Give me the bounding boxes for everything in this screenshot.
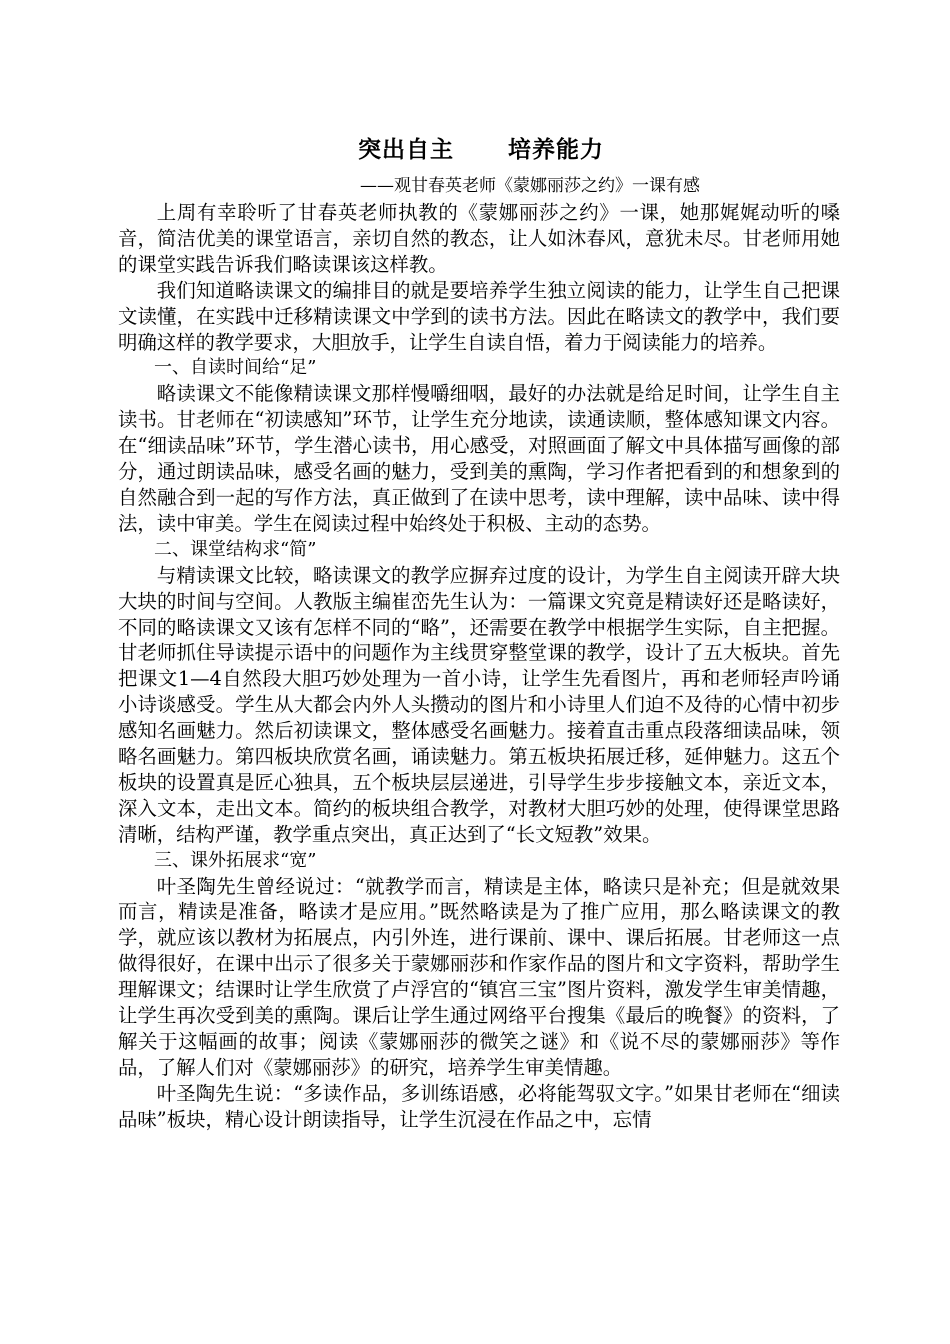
document-subtitle: ——观甘春英老师《蒙娜丽莎之约》一课有感 bbox=[360, 176, 700, 196]
document-page bbox=[118, 128, 840, 1133]
section-heading-3: 三、课外拓展求“宽” bbox=[154, 849, 317, 871]
section-heading-2: 二、课堂结构求“简” bbox=[154, 538, 317, 560]
paragraph-intro: 上周有幸聆听了甘春英老师执教的《蒙娜丽莎之约》一课，她那娓娓动听的嗓音，简洁优美的课堂语言，亲切自然的教态，让人如沐春风，意犹未尽。甘老师用她的课堂实践告诉我们略读课该这样教。 bbox=[118, 201, 840, 276]
paragraph-closing: 叶圣陶先生说：“多读作品，多训练语感，必将能驾驭文字。”如果甘老师在“细读品味”板块，精心设计朗读指导，让学生沉浸在作品之中，忘情 bbox=[118, 1081, 840, 1131]
paragraph-section-1: 略读课文不能像精读课文那样慢嚼细咽，最好的办法就是给足时间，让学生自主读书。甘老师在“初读感知”环节，让学生充分地读，读通读顺，整体感知课文内容。在“细读品味”环节，学生潜心读书，用心感受，对照画面了解文中具体描写画像的部分，通过朗读品味，感受名画的魅力，受到美的熏陶，学习作者把看到的和想象到的自然融合到一起的写作方法，真正做到了在读中思考，读中理解，读中品味、读中得法，读中审美。学生在阅读过程中始终处于积极、主动的态势。 bbox=[118, 382, 840, 535]
document-title bbox=[122, 128, 840, 172]
section-heading-1: 一、自读时间给“足” bbox=[154, 357, 317, 379]
title-part-2: 培养能力 bbox=[508, 136, 604, 163]
title-part-1: 突出自主 bbox=[358, 136, 454, 163]
paragraph-purpose: 我们知道略读课文的编排目的就是要培养学生独立阅读的能力，让学生自己把课文读懂，在实践中迁移精读课文中学到的读书方法。因此在略读文的教学中，我们要明确这样的教学要求，大胆放手，让学生自读自悟，着力于阅读能力的培养。 bbox=[118, 278, 840, 354]
paragraph-section-3: 叶圣陶先生曾经说过：“就教学而言，精读是主体，略读只是补充；但是就效果而言，精读是准备，略读才是应用。”既然略读是为了推广应用，那么略读课文的教学，就应该以教材为拓展点，内引外连，进行课前、课中、课后拓展。甘老师这一点做得很好，在课中出示了很多关于蒙娜丽莎和作家作品的图片和文字资料，帮助学生理解课文；结课时让学生欣赏了卢浮宫的“镇宫三宝”图片资料，激发学生审美情趣，让学生再次受到美的熏陶。课后让学生通过网络平台搜集《最后的晚餐》的资料，了解关于这幅画的故事；阅读《蒙娜丽莎的微笑之谜》和《说不尽的蒙娜丽莎》等作品，了解人们对《蒙娜丽莎》的研究，培养学生审美情趣。 bbox=[118, 874, 840, 1079]
paragraph-section-2: 与精读课文比较，略读课文的教学应摒弃过度的设计，为学生自主阅读开辟大块大块的时间与空间。人教版主编崔峦先生认为：一篇课文究竟是精读好还是略读好，不同的略读课文又该有怎样不同的“略”，还需要在教学中根据学生实际，自主把握。甘老师抓住导读提示语中的问题作为主线贯穿整堂课的教学，设计了五大板块。首先把课文1—4自然段大胆巧妙处理为一首小诗，让学生先看图片，再和老师轻声吟诵小诗谈感受。学生从大都会内外人头攒动的图片和小诗里人们迫不及待的心情中初步感知名画魅力。然后初读课文，整体感受名画魅力。接着直击重点段落细读品味，领略名画魅力。第四板块欣赏名画，诵读魅力。第五板块拓展迁移，延伸魅力。这五个板块的设置真是匠心独具，五个板块层层递进，引导学生步步接触文本，亲近文本，深入文本，走出文本。简约的板块组合教学，对教材大胆巧妙的处理，使得课堂思路清晰，结构严谨，教学重点突出，真正达到了“长文短教”效果。 bbox=[118, 563, 840, 846]
